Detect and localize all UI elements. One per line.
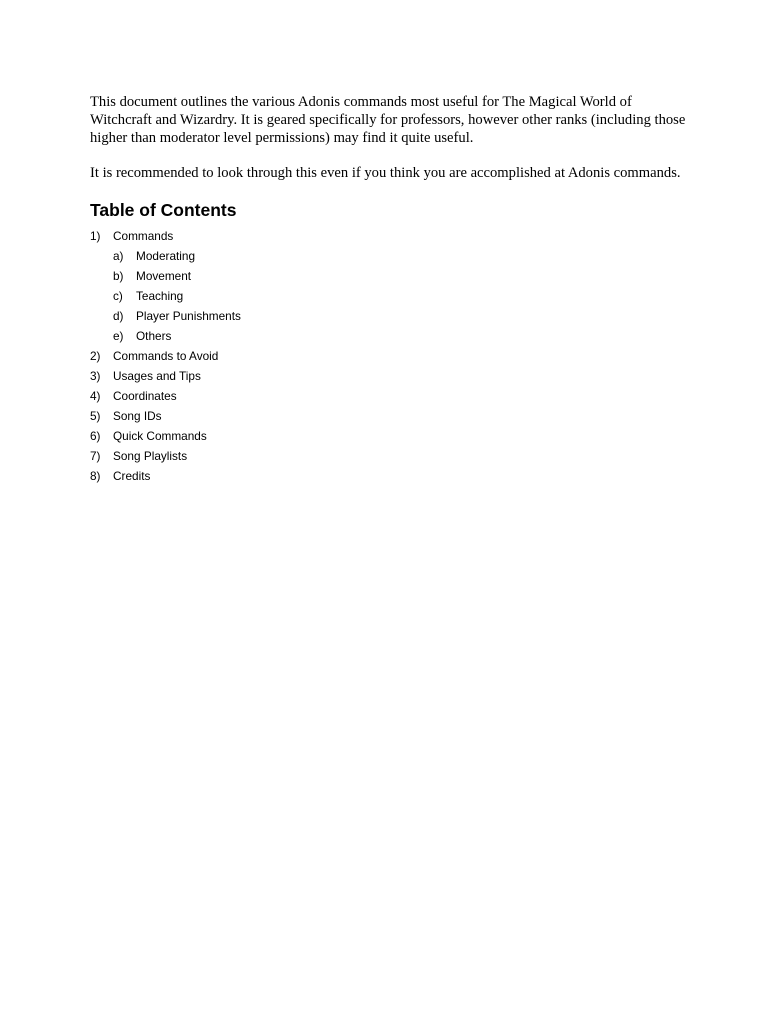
- toc-item-number: d): [113, 309, 124, 323]
- toc-item-number: c): [113, 289, 123, 303]
- toc-item-number: a): [113, 249, 124, 263]
- toc-item-number: 3): [90, 369, 101, 383]
- toc-item-commands: [90, 226, 690, 246]
- toc-item-label: Song Playlists: [113, 449, 188, 463]
- toc-item-label: Credits: [113, 469, 151, 483]
- toc-item-number: 8): [90, 469, 101, 483]
- toc-item-song-playlists: [90, 446, 690, 466]
- toc-item-label: Commands: [113, 229, 174, 243]
- toc-item-label: Song IDs: [113, 409, 162, 423]
- toc-item-label: Movement: [136, 269, 192, 283]
- toc-item-label: Commands to Avoid: [113, 349, 219, 363]
- toc-item-number: 1): [90, 229, 101, 243]
- toc-item-usages-and-tips: [90, 366, 690, 386]
- toc-subitem-teaching: [90, 286, 690, 306]
- toc-item-label: Others: [136, 329, 172, 343]
- toc-item-label: Quick Commands: [113, 429, 207, 443]
- toc-item-commands-to-avoid: [90, 346, 690, 366]
- toc-item-number: e): [113, 329, 124, 343]
- toc-item-coordinates: [90, 386, 690, 406]
- toc-subitem-others: [90, 326, 690, 346]
- toc-item-number: 7): [90, 449, 101, 463]
- toc-item-credits: [90, 466, 690, 486]
- toc-item-number: 2): [90, 349, 101, 363]
- toc-subitem-moderating: [90, 246, 690, 266]
- toc-item-number: b): [113, 269, 124, 283]
- toc-item-label: Player Punishments: [136, 309, 241, 323]
- toc-item-label: Coordinates: [113, 389, 177, 403]
- toc-list: [90, 226, 690, 486]
- document-content: [90, 93, 690, 486]
- intro-paragraph: This document outlines the various Adonis commands most useful for The Magical World of Witchcraft and Wizardry. It is geared specifically for professors, however other ranks (including those higher than moderator level permissions) may find it quite useful.: [90, 94, 686, 146]
- recommendation-paragraph: It is recommended to look through this even if you think you are accomplished at Adonis commands.: [90, 165, 681, 181]
- toc-item-number: 5): [90, 409, 101, 423]
- toc-item-label: Moderating: [136, 249, 196, 263]
- toc-subitem-player-punishments: [90, 306, 690, 326]
- toc-item-quick-commands: [90, 426, 690, 446]
- toc-item-song-ids: [90, 406, 690, 426]
- toc-item-label: Usages and Tips: [113, 369, 201, 383]
- toc-item-number: 6): [90, 429, 101, 443]
- toc-item-number: 4): [90, 389, 101, 403]
- toc-heading: Table of Contents: [90, 200, 237, 220]
- toc-item-label: Teaching: [136, 289, 184, 303]
- toc-subitem-movement: [90, 266, 690, 286]
